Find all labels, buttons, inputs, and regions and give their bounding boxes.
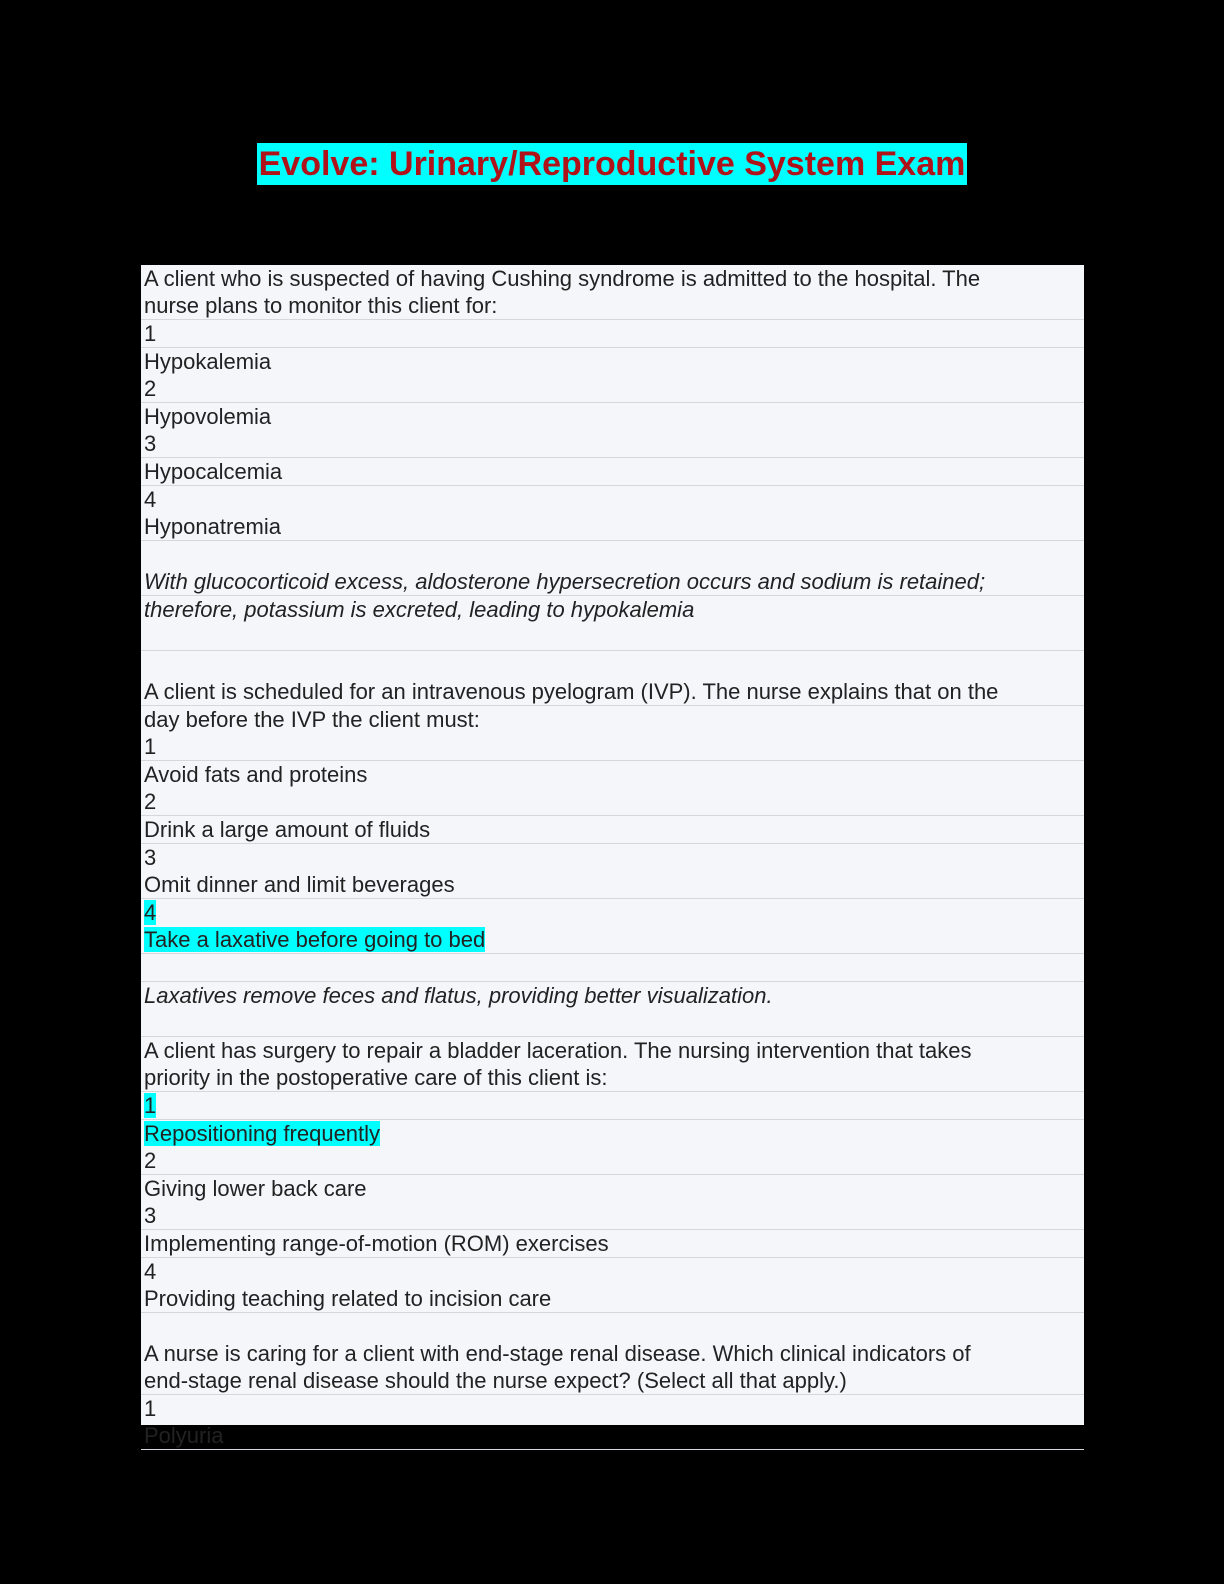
cell-text: nurse plans to monitor this client for: [144, 293, 498, 318]
row-text-line [144, 1367, 1080, 1394]
cell-text: A client has surgery to repair a bladder laceration. The nursing intervention that takes [144, 1038, 972, 1063]
table-row [141, 486, 1084, 541]
table-row [141, 761, 1084, 816]
row-text-line [144, 926, 1080, 953]
row-text-line [144, 1340, 1080, 1367]
cell-text: 3 [144, 431, 157, 456]
table-row [141, 1313, 1084, 1395]
table-row [141, 1175, 1084, 1230]
cell-text: 3 [144, 1203, 157, 1228]
row-text-line [144, 816, 1080, 843]
row-text-line [144, 1147, 1080, 1174]
row-text-line [144, 320, 1080, 347]
row-text-line [144, 1120, 1080, 1147]
cell-text: 2 [144, 1148, 157, 1173]
row-text-line [144, 596, 1080, 623]
row-text-line [144, 1313, 1080, 1340]
table-row [141, 1092, 1084, 1120]
table-row [141, 982, 1084, 1037]
cell-text: 1 [144, 1396, 157, 1421]
table-row [141, 1258, 1084, 1313]
table-row [141, 348, 1084, 403]
cell-text: Hypokalemia [144, 349, 272, 374]
cell-text: Laxatives remove feces and flatus, providing better visualization. [144, 983, 773, 1008]
cell-text: A client is scheduled for an intravenous pyelogram (IVP). The nurse explains that on the [144, 679, 999, 704]
cell-text [144, 624, 150, 649]
table-row [141, 596, 1084, 651]
row-text-line [144, 1230, 1080, 1257]
cell-text: 1 [144, 1093, 157, 1118]
table-row [141, 706, 1084, 761]
row-text-line [144, 733, 1080, 760]
row-text-line [144, 1092, 1080, 1119]
row-text-line [144, 568, 1080, 595]
cell-text: Hypocalcemia [144, 459, 283, 484]
document-title: Evolve: Urinary/Reproductive System Exam [258, 145, 966, 183]
cell-text: day before the IVP the client must: [144, 707, 480, 732]
row-text-line [144, 651, 1080, 678]
row-text-line [144, 265, 1080, 292]
cell-text: Avoid fats and proteins [144, 762, 368, 787]
cell-text: 4 [144, 487, 157, 512]
row-text-line [144, 1009, 1080, 1036]
table-row [141, 816, 1084, 844]
cell-text: Drink a large amount of fluids [144, 817, 431, 842]
table-row [141, 1120, 1084, 1175]
row-text-line [144, 623, 1080, 650]
row-text-line [144, 513, 1080, 540]
cell-text: Giving lower back care [144, 1176, 367, 1201]
table-row [141, 1230, 1084, 1258]
table-row [141, 651, 1084, 706]
row-text-line [144, 1064, 1080, 1091]
cell-text: Repositioning frequently [144, 1121, 381, 1146]
cell-text: A client who is suspected of having Cushing syndrome is admitted to the hospital. The [144, 266, 981, 291]
row-text-line [144, 403, 1080, 430]
cell-text: Omit dinner and limit beverages [144, 872, 455, 897]
cell-text [144, 1010, 150, 1035]
question-table [141, 265, 1084, 1448]
row-text-line [144, 1285, 1080, 1312]
row-text-line [144, 761, 1080, 788]
cell-text [144, 955, 150, 980]
cell-text: With glucocorticoid excess, aldosterone hypersecretion occurs and sodium is retained; [144, 569, 986, 594]
table-row [141, 844, 1084, 899]
row-text-line [144, 982, 1080, 1009]
table-row [141, 1037, 1084, 1092]
row-text-line [144, 348, 1080, 375]
cell-text: Implementing range-of-motion (ROM) exercises [144, 1231, 609, 1256]
table-row [141, 541, 1084, 596]
row-text-line [144, 678, 1080, 705]
cell-text: 1 [144, 321, 157, 346]
row-text-line [144, 899, 1080, 926]
cell-text: Hypovolemia [144, 404, 272, 429]
row-text-line [144, 1037, 1080, 1064]
cell-text: Take a laxative before going to bed [144, 927, 486, 952]
cell-text: priority in the postoperative care of this client is: [144, 1065, 608, 1090]
row-text-line [144, 1175, 1080, 1202]
table-row [141, 458, 1084, 486]
row-text-line [144, 954, 1080, 981]
cell-text [144, 652, 150, 677]
row-text-line [144, 430, 1080, 457]
row-text-line [144, 292, 1080, 319]
row-text-line [144, 375, 1080, 402]
row-text-line [144, 1395, 1080, 1422]
cell-text: 4 [144, 900, 157, 925]
row-text-line [144, 1202, 1080, 1229]
row-text-line [144, 871, 1080, 898]
row-text-line [144, 844, 1080, 871]
cell-text: therefore, potassium is excreted, leading to hypokalemia [144, 597, 695, 622]
cell-text [144, 542, 150, 567]
cell-text: A nurse is caring for a client with end-stage renal disease. Which clinical indicators of [144, 1341, 971, 1366]
cell-text: end-stage renal disease should the nurse expect? (Select all that apply.) [144, 1368, 847, 1393]
cell-text: 2 [144, 376, 157, 401]
title-container [0, 143, 1224, 185]
row-text-line [144, 458, 1080, 485]
cell-text: Polyuria [144, 1423, 224, 1448]
table-row [141, 899, 1084, 954]
row-text-line [144, 706, 1080, 733]
row-text-line [144, 541, 1080, 568]
cell-text: Hyponatremia [144, 514, 281, 539]
cell-text: 4 [144, 1259, 157, 1284]
row-text-line [144, 486, 1080, 513]
cell-text: 2 [144, 789, 157, 814]
table-row [141, 320, 1084, 348]
table-row [141, 265, 1084, 320]
row-text-line [144, 788, 1080, 815]
cell-text: 1 [144, 734, 157, 759]
table-row [141, 1395, 1084, 1450]
row-text-line [144, 1258, 1080, 1285]
table-row [141, 403, 1084, 458]
row-text-line [144, 1422, 1080, 1449]
table-row [141, 954, 1084, 982]
cell-text: 3 [144, 845, 157, 870]
cell-text: Providing teaching related to incision care [144, 1286, 552, 1311]
cell-text [144, 1314, 150, 1339]
